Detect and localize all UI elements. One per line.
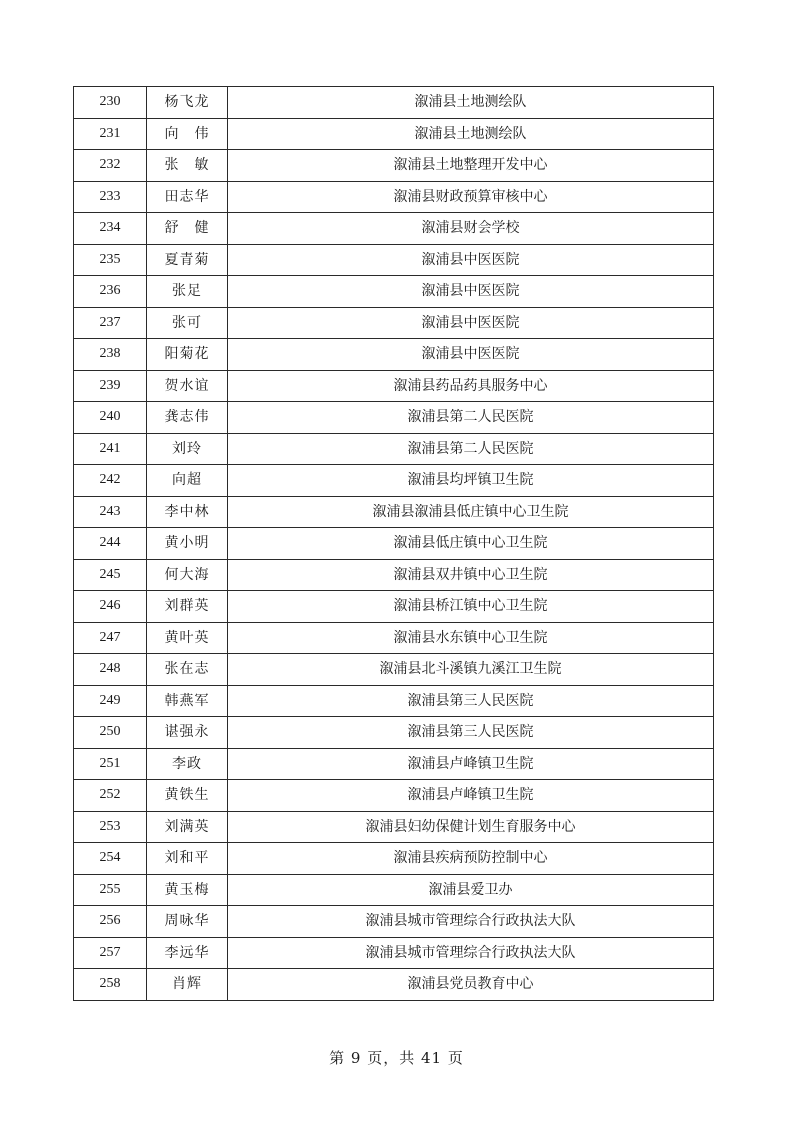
person-name-cell: 刘满英 (147, 811, 228, 843)
person-name-cell: 龚志伟 (147, 402, 228, 434)
table-row (74, 465, 714, 497)
work-unit-cell: 溆浦县均坪镇卫生院 (228, 465, 714, 497)
person-name-cell: 田志华 (147, 181, 228, 213)
person-name-cell: 张在志 (147, 654, 228, 686)
person-name-cell: 黄玉梅 (147, 874, 228, 906)
table-row (74, 685, 714, 717)
row-number-cell: 252 (74, 780, 147, 812)
table-row (74, 654, 714, 686)
person-name-cell: 杨飞龙 (147, 87, 228, 119)
person-name-cell: 周咏华 (147, 906, 228, 938)
row-number-cell: 253 (74, 811, 147, 843)
work-unit-cell: 溆浦县疾病预防控制中心 (228, 843, 714, 875)
row-number-cell: 250 (74, 717, 147, 749)
work-unit-cell: 溆浦县妇幼保健计划生育服务中心 (228, 811, 714, 843)
table-row (74, 244, 714, 276)
work-unit-cell: 溆浦县爱卫办 (228, 874, 714, 906)
person-name-cell: 张 敏 (147, 150, 228, 182)
work-unit-cell: 溆浦县土地整理开发中心 (228, 150, 714, 182)
table-row (74, 528, 714, 560)
row-number-cell: 231 (74, 118, 147, 150)
row-number-cell: 232 (74, 150, 147, 182)
table-row (74, 937, 714, 969)
row-number-cell: 245 (74, 559, 147, 591)
row-number-cell: 240 (74, 402, 147, 434)
row-number-cell: 237 (74, 307, 147, 339)
person-name-cell: 黄小明 (147, 528, 228, 560)
row-number-cell: 235 (74, 244, 147, 276)
work-unit-cell: 溆浦县第三人民医院 (228, 717, 714, 749)
roster-table (73, 86, 714, 1001)
work-unit-cell: 溆浦县双井镇中心卫生院 (228, 559, 714, 591)
person-name-cell: 阳菊花 (147, 339, 228, 371)
person-name-cell: 向 伟 (147, 118, 228, 150)
row-number-cell: 255 (74, 874, 147, 906)
row-number-cell: 257 (74, 937, 147, 969)
table-row (74, 433, 714, 465)
row-number-cell: 234 (74, 213, 147, 245)
row-number-cell: 238 (74, 339, 147, 371)
row-number-cell: 243 (74, 496, 147, 528)
table-row (74, 307, 714, 339)
work-unit-cell: 溆浦县土地测绘队 (228, 87, 714, 119)
table-row (74, 213, 714, 245)
work-unit-cell: 溆浦县财会学校 (228, 213, 714, 245)
row-number-cell: 247 (74, 622, 147, 654)
table-row (74, 622, 714, 654)
work-unit-cell: 溆浦县财政预算审核中心 (228, 181, 714, 213)
work-unit-cell: 溆浦县中医医院 (228, 276, 714, 308)
work-unit-cell: 溆浦县中医医院 (228, 244, 714, 276)
person-name-cell: 贺水谊 (147, 370, 228, 402)
row-number-cell: 244 (74, 528, 147, 560)
roster-table-body (74, 87, 714, 1001)
row-number-cell: 246 (74, 591, 147, 623)
person-name-cell: 刘群英 (147, 591, 228, 623)
table-row (74, 150, 714, 182)
row-number-cell: 241 (74, 433, 147, 465)
work-unit-cell: 溆浦县溆浦县低庄镇中心卫生院 (228, 496, 714, 528)
table-row (74, 748, 714, 780)
person-name-cell: 李中林 (147, 496, 228, 528)
table-row (74, 402, 714, 434)
person-name-cell: 何大海 (147, 559, 228, 591)
work-unit-cell: 溆浦县卢峰镇卫生院 (228, 748, 714, 780)
work-unit-cell: 溆浦县药品药具服务中心 (228, 370, 714, 402)
person-name-cell: 黄叶英 (147, 622, 228, 654)
row-number-cell: 242 (74, 465, 147, 497)
work-unit-cell: 溆浦县北斗溪镇九溪江卫生院 (228, 654, 714, 686)
table-row (74, 87, 714, 119)
table-row (74, 276, 714, 308)
person-name-cell: 韩燕军 (147, 685, 228, 717)
row-number-cell: 249 (74, 685, 147, 717)
person-name-cell: 刘玲 (147, 433, 228, 465)
table-row (74, 591, 714, 623)
table-row (74, 118, 714, 150)
row-number-cell: 236 (74, 276, 147, 308)
work-unit-cell: 溆浦县党员教育中心 (228, 969, 714, 1001)
work-unit-cell: 溆浦县中医医院 (228, 307, 714, 339)
person-name-cell: 舒 健 (147, 213, 228, 245)
table-row (74, 843, 714, 875)
person-name-cell: 张可 (147, 307, 228, 339)
table-row (74, 370, 714, 402)
person-name-cell: 肖辉 (147, 969, 228, 1001)
table-row (74, 181, 714, 213)
table-row (74, 969, 714, 1001)
page-footer: 第 9 页，共 41 页 (329, 1049, 464, 1067)
row-number-cell: 258 (74, 969, 147, 1001)
person-name-cell: 李远华 (147, 937, 228, 969)
work-unit-cell: 溆浦县第二人民医院 (228, 402, 714, 434)
person-name-cell: 张足 (147, 276, 228, 308)
table-row (74, 811, 714, 843)
work-unit-cell: 溆浦县土地测绘队 (228, 118, 714, 150)
row-number-cell: 233 (74, 181, 147, 213)
work-unit-cell: 溆浦县中医医院 (228, 339, 714, 371)
person-name-cell: 刘和平 (147, 843, 228, 875)
table-row (74, 874, 714, 906)
work-unit-cell: 溆浦县桥江镇中心卫生院 (228, 591, 714, 623)
person-name-cell: 黄铁生 (147, 780, 228, 812)
table-row (74, 906, 714, 938)
work-unit-cell: 溆浦县城市管理综合行政执法大队 (228, 906, 714, 938)
table-row (74, 780, 714, 812)
work-unit-cell: 溆浦县第三人民医院 (228, 685, 714, 717)
table-row (74, 717, 714, 749)
row-number-cell: 239 (74, 370, 147, 402)
person-name-cell: 向超 (147, 465, 228, 497)
work-unit-cell: 溆浦县城市管理综合行政执法大队 (228, 937, 714, 969)
row-number-cell: 248 (74, 654, 147, 686)
person-name-cell: 李政 (147, 748, 228, 780)
row-number-cell: 254 (74, 843, 147, 875)
table-row (74, 559, 714, 591)
row-number-cell: 251 (74, 748, 147, 780)
person-name-cell: 夏青菊 (147, 244, 228, 276)
row-number-cell: 230 (74, 87, 147, 119)
work-unit-cell: 溆浦县卢峰镇卫生院 (228, 780, 714, 812)
work-unit-cell: 溆浦县低庄镇中心卫生院 (228, 528, 714, 560)
table-row (74, 496, 714, 528)
work-unit-cell: 溆浦县水东镇中心卫生院 (228, 622, 714, 654)
person-name-cell: 谌强永 (147, 717, 228, 749)
table-row (74, 339, 714, 371)
work-unit-cell: 溆浦县第二人民医院 (228, 433, 714, 465)
row-number-cell: 256 (74, 906, 147, 938)
